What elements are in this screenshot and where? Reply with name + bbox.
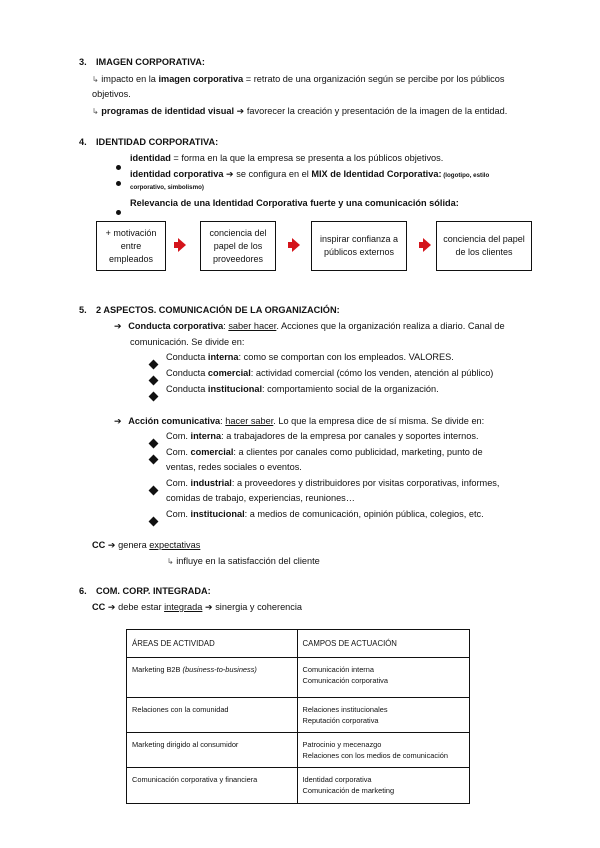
diamond-bullet-icon [150,481,157,499]
s4-bullet-2: identidad corporativa ➔ se configura en el MIX de Identidad Corporativa: (logotipo, estilo [130,169,490,179]
s4-bullet-1: identidad = forma en la que la empresa se presenta a los públicos objetivos. [130,153,444,163]
flow-box-motivation: + motivación entre empleados [96,221,166,271]
turn-arrow-icon: ↳ [92,75,99,84]
section-4-title: IDENTIDAD CORPORATIVA: [96,137,219,147]
section-3-title: IMAGEN CORPORATIVA: [96,57,205,67]
bullet-icon [116,173,121,191]
table-cell-area: Comunicación corporativa y financiera [127,768,298,804]
table-cell-area: Marketing dirigido al consumidor [127,733,298,768]
accion-item-3-cont: comidas de trabajo, experiencias, reuniones… [166,493,355,503]
section-3-number: 3. [79,57,87,67]
s3-line-2: ↳ programas de identidad visual ➔ favorecer la creación y presentación de la imagen de la entidad. [92,106,508,116]
section-6-number: 6. [79,586,87,596]
red-arrow-icon [423,238,431,252]
s5-cc-line: CC ➔ genera expectativas [92,540,201,550]
right-arrow-icon: ➔ [226,169,234,179]
s6-cc-line: CC ➔ debe estar integrada ➔ sinergia y coherencia [92,602,303,612]
flow-box-clients: conciencia del papel de los clientes [436,221,532,271]
red-arrow-icon [292,238,300,252]
right-arrow-icon: ➔ [236,106,245,116]
table-cell-campos: Relaciones institucionales Reputación corporativa [297,698,470,733]
conducta-item-1: Conducta interna: como se comportan con los empleados. VALORES. [166,352,454,362]
section-5-title: 2 ASPECTOS. COMUNICACIÓN DE LA ORGANIZACIÓN: [96,305,340,315]
turn-arrow-icon: ↳ [92,107,99,116]
s5-conducta-line: ➔ Conducta corporativa: saber hacer. Acciones que la organización realiza a diario. Canal de [114,321,505,331]
conducta-item-2: Conducta comercial: actividad comercial (cómo los venden, atención al público) [166,368,494,378]
table-cell-campos: Patrocinio y mecenazgo Relaciones con los medios de comunicación [297,733,470,768]
table-cell-area: Marketing B2B (business-to-business) [127,658,298,698]
accion-item-3: Com. industrial: a proveedores y distribuidores por visitas corporativas, informes, [166,478,500,488]
right-arrow-icon: ➔ [107,602,116,612]
section-5-number: 5. [79,305,87,315]
diamond-bullet-icon [150,450,157,468]
red-arrow-icon [178,238,186,252]
accion-item-4: Com. institucional: a medios de comunicación, opinión pública, colegios, etc. [166,509,484,519]
turn-arrow-icon: ↳ [167,557,174,566]
right-arrow-icon: ➔ [114,416,122,426]
flow-box-suppliers: conciencia del papel de los proveedores [200,221,276,271]
accion-item-2: Com. comercial: a clientes por canales como publicidad, marketing, punto de [166,447,483,457]
s5-conducta-cont: comunicación. Se divide en: [130,337,245,347]
section-6-title: COM. CORP. INTEGRADA: [96,586,211,596]
s4-bullet-2-cont: corporativo, simbolismo) [130,184,204,191]
s3-line-1: ↳ impacto en la imagen corporativa = retrato de una organización según se percibe por los públicos [92,74,505,84]
table-cell-area: Relaciones con la comunidad [127,698,298,733]
right-arrow-icon: ➔ [114,321,122,331]
s5-cc-sub: ↳ influye en la satisfacción del cliente [167,556,320,566]
s5-accion-line: ➔ Acción comunicativa: hacer saber. Lo que la empresa dice de sí misma. Se divide en: [114,416,485,426]
bullet-icon [116,202,121,220]
diamond-bullet-icon [150,512,157,530]
right-arrow-icon: ➔ [204,602,213,612]
flow-box-trust: inspirar confianza a públicos externos [311,221,407,271]
accion-item-2-cont: ventas, redes sociales o eventos. [166,462,302,472]
table-header-row [127,630,470,658]
s3-line-1-cont: objetivos. [92,89,131,99]
s4-bullet-3: Relevancia de una Identidad Corporativa fuerte y una comunicación sólida: [130,198,459,208]
section-4-number: 4. [79,137,87,147]
diamond-bullet-icon [150,387,157,405]
table-header-areas: ÁREAS DE ACTIVIDAD [127,630,298,658]
table-cell-campos: Comunicación interna Comunicación corporativa [297,658,470,698]
table-row [127,768,470,804]
table-row [127,698,470,733]
areas-campos-table [126,629,470,804]
table-row [127,733,470,768]
table-cell-campos: Identidad corporativa Comunicación de marketing [297,768,470,804]
accion-item-1: Com. interna: a trabajadores de la empresa por canales y soportes internos. [166,431,479,441]
right-arrow-icon: ➔ [107,540,116,550]
conducta-item-3: Conducta institucional: comportamiento social de la organización. [166,384,439,394]
table-row [127,658,470,698]
table-header-campos: CAMPOS DE ACTUACIÓN [297,630,470,658]
